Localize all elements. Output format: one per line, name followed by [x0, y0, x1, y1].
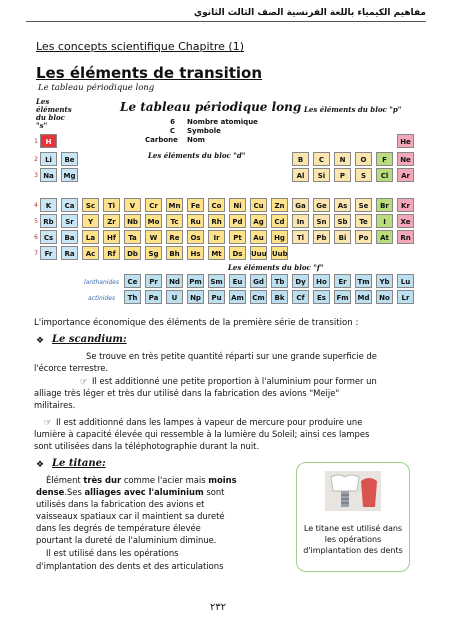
element-cell: Hf	[103, 230, 120, 244]
element-cell: As	[334, 198, 351, 212]
element-cell: Po	[355, 230, 372, 244]
element-cell: Ti	[103, 198, 120, 212]
element-cell: Bh	[166, 246, 183, 260]
text-run: moins	[208, 475, 237, 485]
element-cell: He	[397, 134, 414, 148]
element-cell: Sg	[145, 246, 162, 260]
block-d-label: Les éléments du bloc "d"	[148, 151, 246, 160]
element-cell: Ra	[61, 246, 78, 260]
element-cell: Zr	[103, 214, 120, 228]
titane-text	[46, 474, 237, 486]
titane-text: utilisés dans la fabrication des avions et	[36, 499, 205, 509]
element-cell: Cr	[145, 198, 162, 212]
element-cell: Ds	[229, 246, 246, 260]
block-s-label: Les éléments du bloc "s"	[36, 97, 72, 130]
element-cell: Eu	[229, 274, 246, 288]
element-cell: Pa	[145, 290, 162, 304]
element-cell: Br	[376, 198, 393, 212]
element-cell: Db	[124, 246, 141, 260]
element-cell: Cd	[271, 214, 288, 228]
element-cell: Li	[40, 152, 57, 166]
element-cell: Rh	[208, 214, 225, 228]
legend-key: C	[169, 127, 175, 135]
element-cell: Pt	[229, 230, 246, 244]
element-cell: Al	[292, 168, 309, 182]
element-cell: Th	[124, 290, 141, 304]
element-cell: Ir	[208, 230, 225, 244]
element-cell: Ac	[82, 246, 99, 260]
element-cell: Ni	[229, 198, 246, 212]
element-cell: S	[355, 168, 372, 182]
element-cell: Pu	[208, 290, 225, 304]
element-cell: W	[145, 230, 162, 244]
element-cell: Sn	[313, 214, 330, 228]
scandium-text: militaires.	[34, 400, 76, 410]
element-cell: Cm	[250, 290, 267, 304]
legend-key: 6	[170, 118, 175, 126]
titane-text: pourtant la dureté de l'aluminium diminue.	[36, 535, 217, 545]
element-cell: Hg	[271, 230, 288, 244]
element-cell: Nb	[124, 214, 141, 228]
scandium-text: Il est additionné dans les lampes à vapeur de mercure pour produire une	[56, 417, 363, 427]
element-cell: I	[376, 214, 393, 228]
diamond-bullet-icon: ❖	[36, 336, 45, 346]
scandium-text: Il est additionné une petite proportion à l'aluminium pour former un	[92, 376, 377, 386]
element-cell: Uub	[271, 246, 288, 260]
scandium-text: lumière à capacité élevée qui ressemble à la lumière du Soleil; ainsi ces lampes	[34, 429, 370, 439]
scandium-heading: Le scandium:	[52, 334, 127, 345]
periodic-table-figure	[28, 96, 426, 310]
element-cell: Gd	[250, 274, 267, 288]
element-cell: K	[40, 198, 57, 212]
element-cell: O	[355, 152, 372, 166]
element-cell: Bk	[271, 290, 288, 304]
element-cell: Re	[166, 230, 183, 244]
element-cell: Fr	[40, 246, 57, 260]
element-cell: Xe	[397, 214, 414, 228]
element-cell: Ta	[124, 230, 141, 244]
element-cell: Pd	[229, 214, 246, 228]
period-number: 1	[34, 138, 38, 145]
period-number: 5	[34, 218, 38, 225]
element-cell: Ba	[61, 230, 78, 244]
element-cell: N	[334, 152, 351, 166]
sub-title: Le tableau périodique long	[38, 83, 155, 93]
element-cell: F	[376, 152, 393, 166]
element-cell: Bi	[334, 230, 351, 244]
element-cell: B	[292, 152, 309, 166]
titane-caption-box	[296, 462, 410, 572]
main-title: Les éléments de transition	[36, 64, 263, 82]
text-run: dense	[36, 487, 65, 497]
titane-text	[36, 486, 224, 498]
page-number: ٢٣٢	[210, 602, 227, 613]
element-cell: Uuu	[250, 246, 267, 260]
element-cell: La	[82, 230, 99, 244]
text-run: Élément	[46, 475, 84, 485]
chapter-title: Les concepts scientifique Chapitre (1)	[36, 40, 244, 53]
text-run: sont	[203, 487, 225, 497]
element-cell: Cl	[376, 168, 393, 182]
element-cell: Sc	[82, 198, 99, 212]
element-cell: Ag	[250, 214, 267, 228]
element-cell: V	[124, 198, 141, 212]
dental-implant-image	[325, 471, 381, 511]
pointing-hand-icon: ☞	[44, 417, 52, 427]
element-cell: Ce	[124, 274, 141, 288]
element-cell: Be	[61, 152, 78, 166]
element-cell: Am	[229, 290, 246, 304]
element-cell: Er	[334, 274, 351, 288]
element-cell: Kr	[397, 198, 414, 212]
element-cell: Se	[355, 198, 372, 212]
diamond-bullet-icon: ❖	[36, 460, 45, 470]
period-number: 4	[34, 202, 38, 209]
block-f-label: Les éléments du bloc "f"	[228, 263, 324, 272]
page-header: مفاهيم الكيمياء باللغة الفرنسية الصف الثالث الثانوي	[26, 8, 426, 22]
element-cell: Te	[355, 214, 372, 228]
element-cell: No	[376, 290, 393, 304]
text-run: alliages avec l'aluminium	[84, 487, 204, 497]
element-cell: Au	[250, 230, 267, 244]
element-cell: Ga	[292, 198, 309, 212]
period-number: 2	[34, 156, 38, 163]
element-cell: Sb	[334, 214, 351, 228]
element-cell: Es	[313, 290, 330, 304]
element-cell: Ho	[313, 274, 330, 288]
block-p-label: Les éléments du bloc "p"	[304, 105, 402, 114]
element-cell: Sr	[61, 214, 78, 228]
text-run: très dur	[83, 475, 122, 485]
period-number: 3	[34, 172, 38, 179]
legend-key: Carbone	[145, 136, 178, 144]
titane-text: Il est utilisé dans les opérations	[46, 548, 179, 558]
element-cell: Ge	[313, 198, 330, 212]
element-cell: Ca	[61, 198, 78, 212]
lanthanides-label: lanthanides	[84, 279, 120, 286]
element-cell: Ar	[397, 168, 414, 182]
element-cell: Cf	[292, 290, 309, 304]
element-cell: Np	[187, 290, 204, 304]
legend-value: Nombre atomique	[187, 118, 258, 126]
legend-value: Symbole	[187, 127, 221, 135]
titane-text: d'implantation des dents et des articulations	[36, 561, 224, 571]
intro-text: L'importance économique des éléments de la première série de transition :	[34, 318, 359, 328]
period-number: 7	[34, 250, 38, 257]
element-cell: Na	[40, 168, 57, 182]
element-cell: Rb	[40, 214, 57, 228]
period-number: 6	[34, 234, 38, 241]
element-cell: Tb	[271, 274, 288, 288]
element-cell: Pr	[145, 274, 162, 288]
text-run: .Ses	[64, 487, 85, 497]
element-cell: Md	[355, 290, 372, 304]
element-cell: Mt	[208, 246, 225, 260]
element-cell: Tc	[166, 214, 183, 228]
element-cell: P	[334, 168, 351, 182]
element-cell: Rf	[103, 246, 120, 260]
element-cell: Y	[82, 214, 99, 228]
element-cell: Zn	[271, 198, 288, 212]
element-cell: Cs	[40, 230, 57, 244]
element-cell: Co	[208, 198, 225, 212]
scandium-text: sont utilisées dans la téléphotographie durant la nuit.	[34, 441, 260, 451]
element-cell: At	[376, 230, 393, 244]
element-cell: Ne	[397, 152, 414, 166]
legend-value: Nom	[187, 136, 205, 144]
text-run: comme l'acier mais	[121, 475, 209, 485]
element-cell: Sm	[208, 274, 225, 288]
element-cell: Mg	[61, 168, 78, 182]
element-cell: Mn	[166, 198, 183, 212]
element-cell: Yb	[376, 274, 393, 288]
titane-caption: Le titane est utilisé dans les opérations d'implantation des dents	[303, 524, 403, 555]
element-cell: Si	[313, 168, 330, 182]
scandium-text: Se trouve en très petite quantité réparti sur une grande superficie de	[86, 351, 377, 361]
table-legend	[145, 118, 258, 145]
element-cell: Pm	[187, 274, 204, 288]
element-cell: H	[40, 134, 57, 148]
actinides-label: actinides	[88, 295, 116, 302]
element-cell: Pb	[313, 230, 330, 244]
element-cell: Dy	[292, 274, 309, 288]
titane-heading: Le titane:	[52, 458, 106, 469]
element-cell: Tl	[292, 230, 309, 244]
pointing-hand-icon: ☞	[80, 376, 88, 386]
element-cell: Lr	[397, 290, 414, 304]
element-cell: C	[313, 152, 330, 166]
element-cell: Nd	[166, 274, 183, 288]
element-cell: Fm	[334, 290, 351, 304]
element-cell: Os	[187, 230, 204, 244]
element-cell: Rn	[397, 230, 414, 244]
element-cell: Mo	[145, 214, 162, 228]
titane-text: vaisseaux spatiaux car il maintient sa dureté	[36, 511, 225, 521]
element-cell: Tm	[355, 274, 372, 288]
element-cell: Lu	[397, 274, 414, 288]
element-cell: Ru	[187, 214, 204, 228]
titane-text: dans les degrés de température élevée	[36, 523, 201, 533]
element-cell: In	[292, 214, 309, 228]
element-cell: U	[166, 290, 183, 304]
scandium-text: alliage très léger et très dur utilisé dans la fabrication des avions "Meije"	[34, 388, 340, 398]
scandium-text: l'écorce terrestre.	[34, 363, 109, 373]
element-cell: Hs	[187, 246, 204, 260]
element-cell: Fe	[187, 198, 204, 212]
table-title: Le tableau périodique long	[120, 100, 302, 114]
element-cell: Cu	[250, 198, 267, 212]
